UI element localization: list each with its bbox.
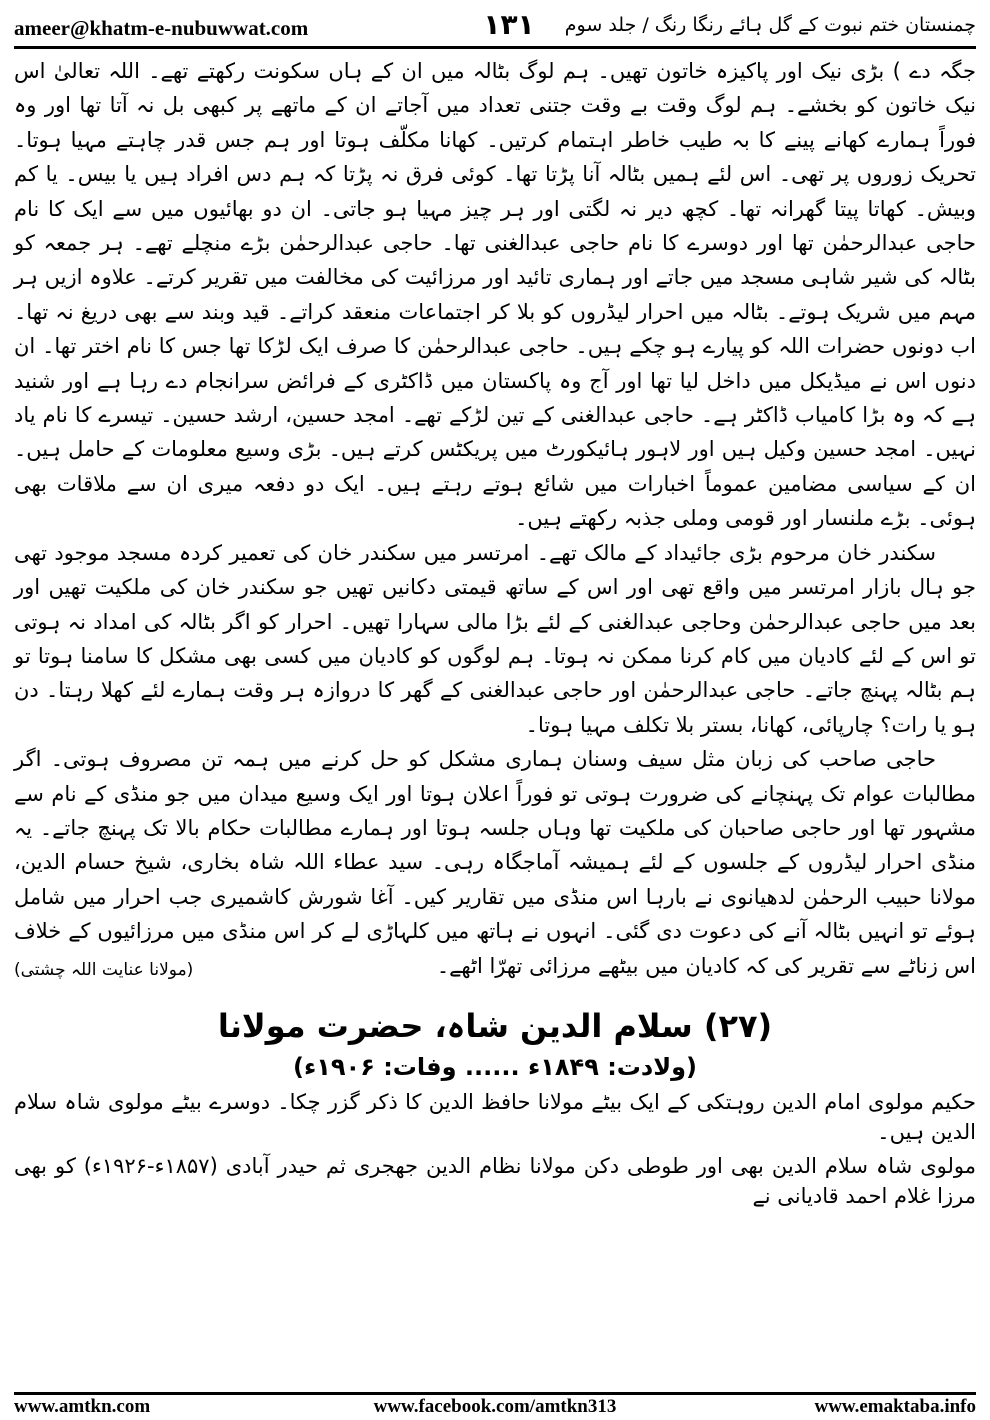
footer-link-facebook[interactable]: www.facebook.com/amtkn313 (373, 1396, 617, 1417)
section-paragraph-2: مولوی شاہ سلام الدین بھی اور طوطی دکن مولانا نظام الدین جھجری ثم حیدر آبادی (۱۸۵۷ء-۱۹۲۶ء) کو بھی مرزا غلام احمد قادیانی نے (14, 1153, 976, 1208)
page-footer (14, 1396, 976, 1418)
source-reference: (مولانا عنایت اللہ چشتی) (14, 959, 194, 980)
paragraph-2: سکندر خان مرحوم بڑی جائیداد کے مالک تھے۔ امرتسر میں سکندر خان کی تعمیر کردہ مسجد موجود تھی جو ہال بازار امرتسر میں واقع تھی اور اس کے ساتھ قیمتی دکانیں تھیں جو سکندر خان کی ملکیت تھیں اور بعد میں حاجی عبدالرحمٰن وحاجی عبدالغنی کے لئے بڑا مالی سہارا تھیں۔ احرار کو اگر بٹالہ کی امداد نہ ہوتی تو اس کے لئے کادیان میں کام کرنا ممکن نہ ہوتا۔ ہم لوگوں کو کادیان میں کسی بھی مشکل کا سامنا ہوتا تو ہم بٹالہ پہنچ جاتے۔ حاجی عبدالرحمٰن اور حاجی عبدالغنی کے گھر کا دروازہ ہر وقت ہمارے لئے کھلا رہتا۔ دن ہو یا رات؟ چارپائی، کھانا، بستر بلا تکلف مہیا ہوتا۔ (14, 540, 976, 737)
section-dates: (ولادت: ۱۸۴۹ء ...... وفات: ۱۹۰۶ء) (293, 1052, 697, 1081)
book-title: چمنستان ختم نبوت کے گل ہائے رنگا رنگ / جلد سوم (564, 14, 976, 36)
paragraph-3-text: حاجی صاحب کی زبان مثل سیف وسنان ہماری مشکل کو حل کرنے میں ہمہ تن مصروف ہوتی۔ اگر مطالبات عوام تک پہنچانے کی ضرورت ہوتی تو فوراً اعلان ہوتا اور ایک وسیع میدان میں جو منڈی کے نام سے مشہور تھا اور حاجی صاحبان کی ملکیت تھا وہاں جلسہ ہوتا اور ہمارے مطالبات حکام بالا تک پہنچ جاتے۔ یہ منڈی احرار لیڈروں کے جلسوں کے لئے ہمیشہ آماجگاہ رہی۔ سید عطاء اللہ شاہ بخاری، شیخ حسام الدین، مولانا حبیب الرحمٰن لدھیانوی نے بارہا اس منڈی میں تقاریر کیں۔ آغا شورش کاشمیری جب احرار میں شامل ہوئے تو انہیں بٹالہ آنے کی دعوت دی گئی۔ انہوں نے ہاتھ میں کلہاڑی لے کر اس منڈی میں مرزائیوں کے خلاف اس زناٹے سے تقریر کی کہ کادیان میں بیٹھے مرزائی تھرّا اٹھے۔ (14, 747, 976, 978)
footer-rule (14, 1392, 976, 1395)
footer-link-amtkn[interactable]: www.amtkn.com (14, 1396, 151, 1417)
footer-link-emaktaba[interactable]: www.emaktaba.info (814, 1396, 976, 1417)
paragraph-3 (14, 742, 976, 983)
header-email: ameer@khatm-e-nubuwwat.com (14, 16, 309, 40)
header-rule (14, 46, 976, 49)
page-header (14, 8, 976, 48)
page-number: ۱۳۱ (483, 8, 535, 41)
section-heading: (۲۷) سلام الدین شاہ، حضرت مولانا (217, 1006, 773, 1045)
paragraph-1: جگہ دے ) بڑی نیک اور پاکیزہ خاتون تھیں۔ ہم لوگ بٹالہ میں ان کے ہاں سکونت رکھتے تھے۔ اللہ تعالیٰ اس نیک خاتون کو بخشے۔ ہم لوگ وقت بے وقت جتنی تعداد میں آجاتے ان کے ماتھے پر کبھی بل نہ آتا تھا اور وہ فوراً ہمارے کھانے پینے کا بہ طیب خاطر اہتمام کرتیں۔ کھانا مکلّف ہوتا اور ہم جس قدر چاہتے مہیا ہوتا۔ تحریک زوروں پر تھی۔ اس لئے ہمیں بٹالہ آنا پڑتا تھا۔ کوئی فرق نہ پڑتا کہ ہم دس افراد ہیں یا بیس۔ یا کم وبیش۔ کھاتا پیتا گھرانہ تھا۔ کچھ دیر نہ لگتی اور ہر چیز مہیا ہو جاتی۔ ان دو بھائیوں میں سے ایک کا نام حاجی عبدالرحمٰن تھا اور دوسرے کا نام حاجی عبدالغنی تھا۔ حاجی عبدالرحمٰن بڑے منچلے تھے۔ ہر جمعہ کو بٹالہ کی شیر شاہی مسجد میں جاتے اور ہماری تائید اور مرزائیت کی مخالفت میں تقریر کرتے۔ علاوہ ازیں ہر مہم میں شریک ہوتے۔ بٹالہ میں احرار لیڈروں کو بلا کر اجتماعات منعقد کراتے۔ قید وبند سے بھی دریغ نہ تھا۔ اب دونوں حضرات اللہ کو پیارے ہو چکے ہیں۔ حاجی عبدالرحمٰن کا صرف ایک لڑکا تھا جس کا نام اختر تھا۔ ان دنوں اس نے میڈیکل میں داخل لیا تھا اور آج وہ پاکستان میں ڈاکٹری کے فرائض سرانجام دے رہا ہے اور شنید ہے کہ وہ بڑا کامیاب ڈاکٹر ہے۔ حاجی عبدالغنی کے تین لڑکے تھے۔ امجد حسین، ارشد حسین۔ تیسرے کا نام یاد نہیں۔ امجد حسین وکیل ہیں اور لاہور ہائیکورٹ میں پریکٹس کرتے ہیں۔ بڑی وسیع معلومات کے حامل ہیں۔ ان کے سیاسی مضامین عموماً اخبارات میں شائع ہوتے رہتے ہیں۔ ایک دو دفعہ میری ان سے ملاقات بھی ہوئی۔ بڑے ملنسار اور قومی وملی جذبہ رکھتے ہیں۔ (14, 59, 976, 531)
page-body (14, 54, 976, 1211)
section-paragraph-1: حکیم مولوی امام الدین روہتکی کے ایک بیٹے مولانا حافظ الدین کا ذکر گزر چکا۔ دوسرے بیٹے مولوی شاہ سلام الدین ہیں۔ (14, 1089, 976, 1144)
